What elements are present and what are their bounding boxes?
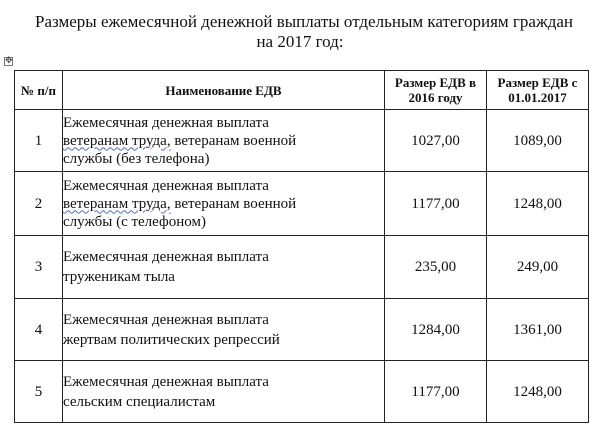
- header-size-2016: Размер ЕДВ в 2016 году: [385, 71, 487, 110]
- header-name: Наименование ЕДВ: [63, 71, 385, 110]
- row-size-2016: 235,00: [385, 236, 487, 299]
- edv-table: [14, 70, 589, 423]
- row-name-line: Ежемесячная денежная выплата: [63, 311, 269, 328]
- row-name-line: Ежемесячная денежная выплата: [63, 114, 269, 131]
- table-row: [15, 236, 589, 299]
- row-name-line: Ежемесячная денежная выплата: [63, 373, 269, 390]
- row-name-line: службы (без телефона): [63, 150, 210, 167]
- row-name-line: [63, 195, 384, 213]
- spellcheck-text: ветеранам труда,: [63, 132, 171, 149]
- spellcheck-text: ветеранам труда,: [63, 195, 171, 212]
- row-num: 2: [15, 172, 63, 236]
- row-name: [63, 236, 385, 299]
- row-size-2016: 1027,00: [385, 110, 487, 172]
- row-num: 4: [15, 299, 63, 361]
- table-move-handle-icon[interactable]: ✥: [5, 56, 13, 66]
- row-size-2016: 1177,00: [385, 172, 487, 236]
- row-name: [63, 110, 385, 172]
- table-row: [15, 361, 589, 423]
- table-row: [15, 299, 589, 361]
- row-name-line: [63, 132, 384, 150]
- row-size-2017: 1248,00: [487, 172, 589, 236]
- title-line-1: Размеры ежемесячной денежной выплаты отдельным категориям граждан: [35, 12, 573, 31]
- table-header-row: [15, 71, 589, 110]
- header-size-2017: Размер ЕДВ с 01.01.2017: [487, 71, 589, 110]
- row-size-2016: 1284,00: [385, 299, 487, 361]
- header-num: № п/п: [15, 71, 63, 110]
- row-num: 1: [15, 110, 63, 172]
- row-name-line: Ежемесячная денежная выплата: [63, 177, 269, 194]
- row-size-2017: 1248,00: [487, 361, 589, 423]
- row-size-2017: 1089,00: [487, 110, 589, 172]
- table-row: [15, 110, 589, 172]
- row-name-line: жертвам политических репрессий: [63, 331, 280, 348]
- row-num: 5: [15, 361, 63, 423]
- row-num: 3: [15, 236, 63, 299]
- row-name: [63, 172, 385, 236]
- document-title: [0, 12, 600, 52]
- row-size-2016: 1177,00: [385, 361, 487, 423]
- title-line-2: на 2017 год:: [256, 32, 344, 51]
- row-name-line: труженикам тыла: [63, 269, 175, 285]
- row-name: [63, 361, 385, 423]
- row-name: [63, 299, 385, 361]
- row-size-2017: 1361,00: [487, 299, 589, 361]
- row-size-2017: 249,00: [487, 236, 589, 299]
- table-row: [15, 172, 589, 236]
- row-name-text: ветеранам военной: [170, 132, 297, 149]
- row-name-line: службы (с телефоном): [63, 213, 206, 230]
- row-name-line: Ежемесячная денежная выплата: [63, 249, 269, 265]
- row-name-line: сельским специалистам: [63, 393, 216, 410]
- row-name-text: ветеранам военной: [170, 195, 297, 212]
